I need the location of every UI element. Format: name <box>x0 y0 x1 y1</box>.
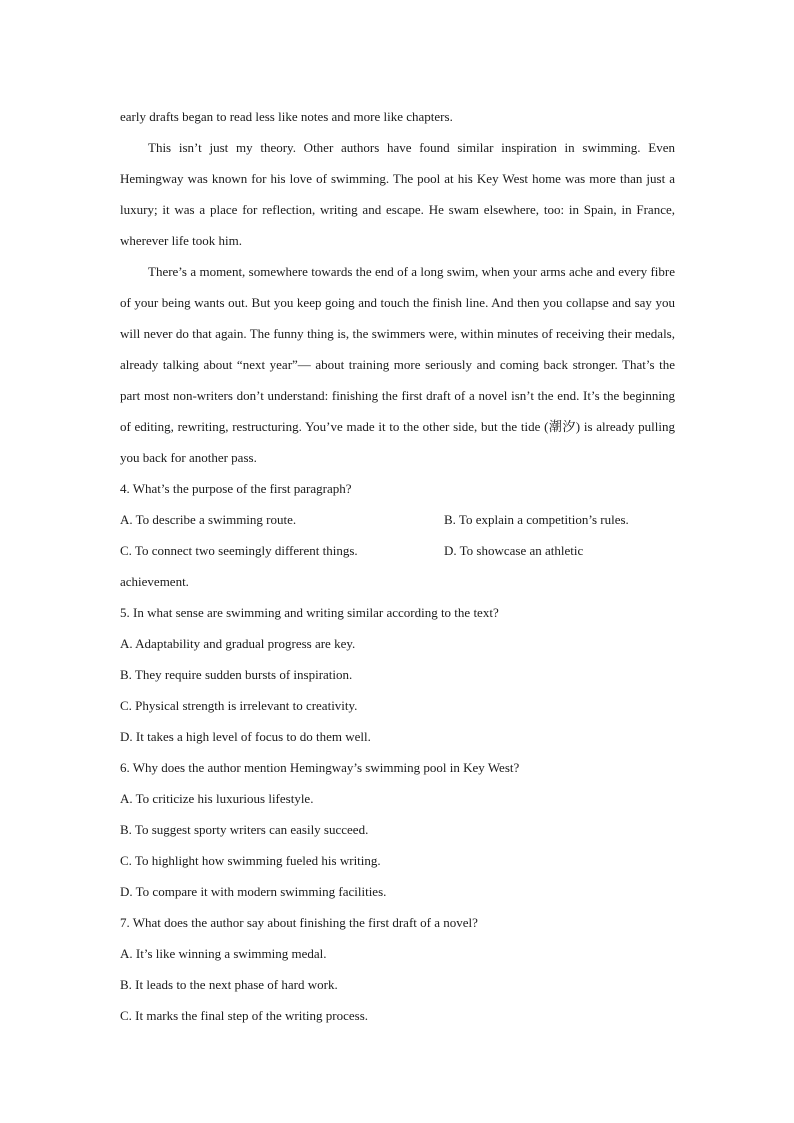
question-4-options-row-1 <box>120 504 675 535</box>
question-5-option-c[interactable]: C. Physical strength is irrelevant to creativity. <box>120 698 358 713</box>
question-6-option-d[interactable]: D. To compare it with modern swimming facilities. <box>120 884 387 899</box>
question-5-option-a[interactable]: A. Adaptability and gradual progress are key. <box>120 636 356 651</box>
question-5-option-d[interactable]: D. It takes a high level of focus to do them well. <box>120 729 371 744</box>
question-6-stem: 6. Why does the author mention Hemingway’s swimming pool in Key West? <box>120 760 520 775</box>
question-7-stem: 7. What does the author say about finishing the first draft of a novel? <box>120 915 478 930</box>
question-7-option-a[interactable]: A. It’s like winning a swimming medal. <box>120 946 327 961</box>
question-5-stem: 5. In what sense are swimming and writing similar according to the text? <box>120 605 499 620</box>
question-6 <box>120 752 675 907</box>
question-4-options-row-2 <box>120 535 675 566</box>
question-4-option-d[interactable]: D. To showcase an athletic <box>444 543 584 558</box>
question-4-stem: 4. What’s the purpose of the first paragraph? <box>120 481 352 496</box>
question-7-option-b[interactable]: B. It leads to the next phase of hard work. <box>120 977 338 992</box>
document-page <box>120 101 675 1031</box>
question-7 <box>120 907 675 1031</box>
question-5-option-b[interactable]: B. They require sudden bursts of inspiration. <box>120 667 353 682</box>
question-6-option-b[interactable]: B. To suggest sporty writers can easily succeed. <box>120 822 369 837</box>
question-6-option-c[interactable]: C. To highlight how swimming fueled his writing. <box>120 853 381 868</box>
passage-paragraph-3: There’s a moment, somewhere towards the end of a long swim, when your arms ache and every fibre of your being wants out. But you keep going and touch the finish line. And then you collapse and say you will never do that again. The funny thing is, the swimmers were, within minutes of receiving their medals, already talking about “next year”— about training more seriously and coming back stronger. That’s the part most non-writers don’t understand: finishing the first draft of a novel isn’t the end. It’s the beginning of editing, rewriting, restructuring. You’ve made it to the other side, but the tide (潮汐) is already pulling you back for another pass. <box>120 264 675 465</box>
question-4-option-a[interactable]: A. To describe a swimming route. <box>120 512 297 527</box>
question-4 <box>120 473 675 597</box>
question-7-option-c[interactable]: C. It marks the final step of the writing process. <box>120 1008 369 1023</box>
question-4-option-c[interactable]: C. To connect two seemingly different things. <box>120 543 358 558</box>
passage-paragraph-1: early drafts began to read less like notes and more like chapters. <box>120 109 453 124</box>
question-4-option-b[interactable]: B. To explain a competition’s rules. <box>444 512 629 527</box>
question-6-option-a[interactable]: A. To criticize his luxurious lifestyle. <box>120 791 314 806</box>
question-4-option-d-continuation: achievement. <box>120 574 189 589</box>
passage-paragraph-2: This isn’t just my theory. Other authors have found similar inspiration in swimming. Even Hemingway was known for his love of swimming. The pool at his Key West home was more than just a luxury; it was a place for reflection, writing and escape. He swam elsewhere, too: in Spain, in France, wherever life took him. <box>120 140 675 248</box>
question-5 <box>120 597 675 752</box>
